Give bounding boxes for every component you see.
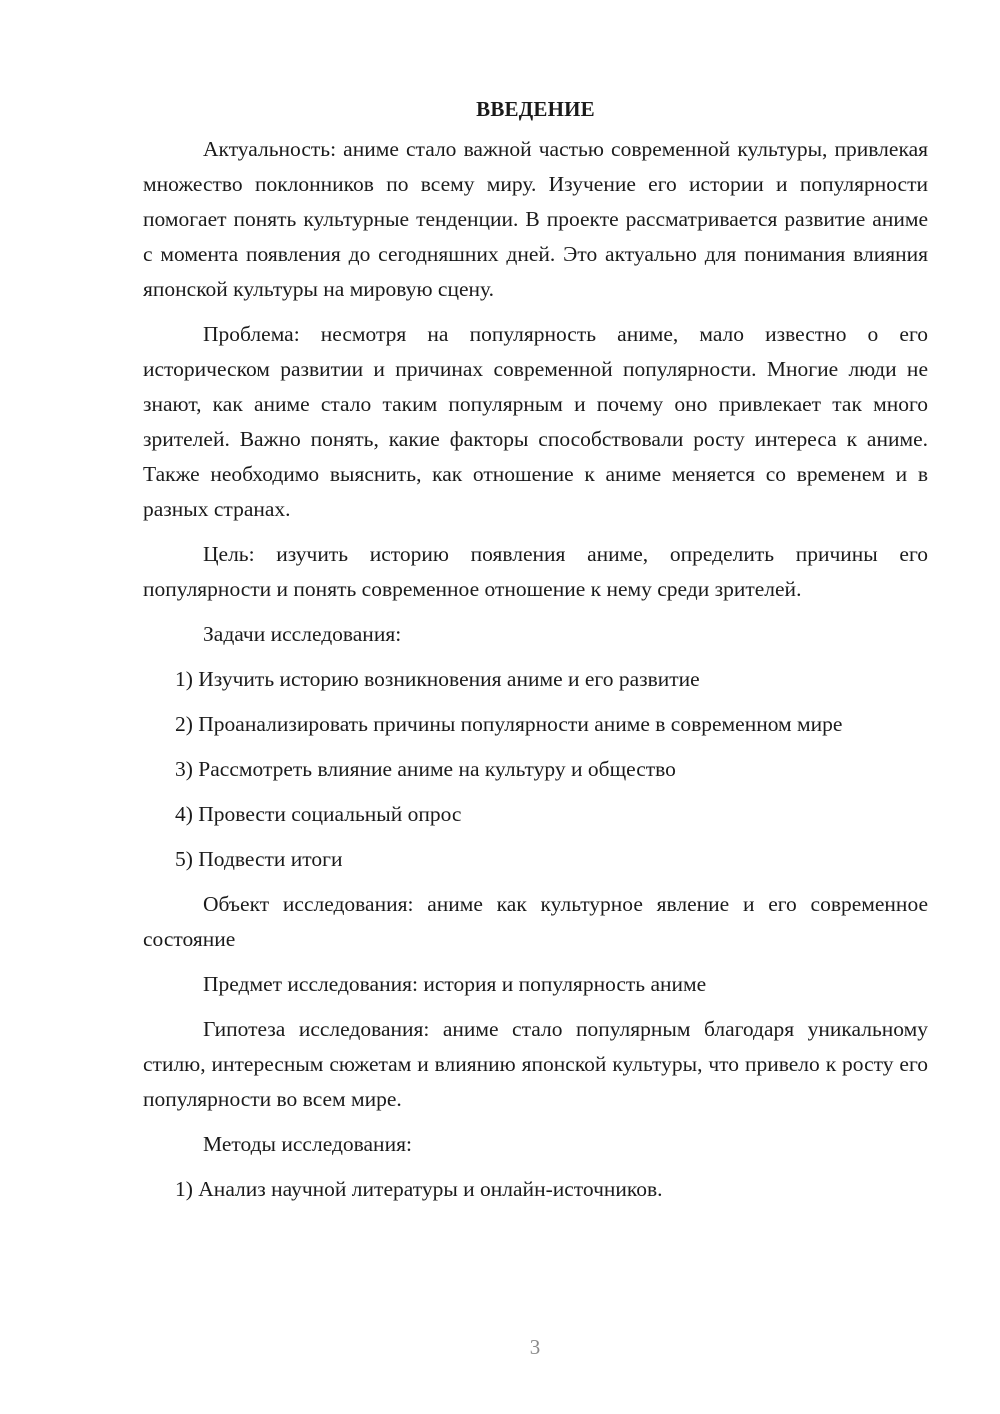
task-item-1: 1) Изучить историю возникновения аниме и его развитие <box>175 667 700 691</box>
methods-title: Методы исследования: <box>203 1132 412 1156</box>
relevance-paragraph: Актуальность: аниме стало важной частью современной культуры, привлекая множество поклонников по всему миру. Изучение его истории и популярности помогает понять культурные тенденции. В проекте рассматривается развитие аниме с момента появления до сегодняшних дней. Это актуально для понимания влияния японской культуры на мировую сцену. <box>143 137 928 301</box>
task-item-2: 2) Проанализировать причины популярности аниме в современном мире <box>175 712 843 736</box>
task-item-4: 4) Провести социальный опрос <box>175 802 462 826</box>
subject-paragraph: Предмет исследования: история и популярность аниме <box>203 972 707 996</box>
object-paragraph: Объект исследования: аниме как культурное явление и его современное состояние <box>143 892 928 951</box>
goal-paragraph: Цель: изучить историю появления аниме, определить причины его популярности и понять современное отношение к нему среди зрителей. <box>143 542 928 601</box>
problem-paragraph: Проблема: несмотря на популярность аниме, мало известно о его историческом развитии и причинах современной популярности. Многие люди не знают, как аниме стало таким популярным и почему оно привлекает так много зрителей. Важно понять, какие факторы способствовали росту интереса к аниме. Также необходимо выяснить, как отношение к аниме меняется со временем и в разных странах. <box>143 322 928 521</box>
method-item-1: 1) Анализ научной литературы и онлайн-источников. <box>175 1177 663 1201</box>
document-page <box>143 92 928 1217</box>
task-item-3: 3) Рассмотреть влияние аниме на культуру и общество <box>175 757 676 781</box>
page-number: 3 <box>529 1335 541 1359</box>
task-item-5: 5) Подвести итоги <box>175 847 343 871</box>
tasks-title: Задачи исследования: <box>203 622 402 646</box>
hypothesis-paragraph: Гипотеза исследования: аниме стало популярным благодаря уникальному стилю, интересным сюжетам и влиянию японской культуры, что привело к росту его популярности во всем мире. <box>143 1017 928 1111</box>
section-heading: ВВЕДЕНИЕ <box>476 97 595 121</box>
